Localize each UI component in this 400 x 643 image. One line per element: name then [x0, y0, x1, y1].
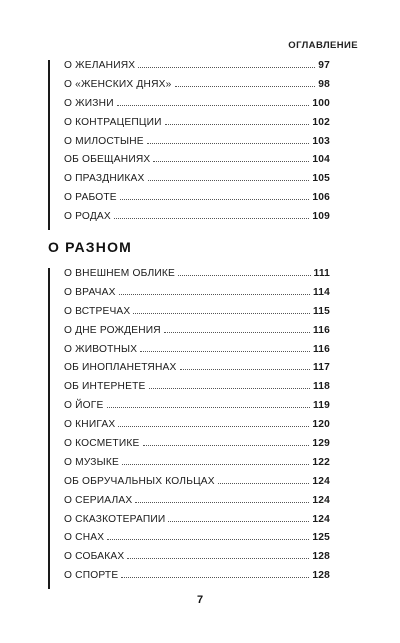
toc-entry	[64, 570, 330, 589]
toc-entry-title: О ВНЕШНЕМ ОБЛИКЕ	[64, 268, 176, 279]
toc-entry-title: О СПОРТЕ	[64, 570, 119, 582]
toc-entry	[64, 60, 330, 79]
toc-entry-page: 120	[312, 419, 330, 431]
toc-entry-title: О ПРАЗДНИКАХ	[64, 173, 145, 185]
toc-entry	[64, 79, 330, 98]
toc-entry	[64, 325, 330, 344]
toc-entry-title: О ВРАЧАХ	[64, 286, 116, 298]
dot-leader	[107, 539, 309, 540]
toc-entry-title: О РОДАХ	[64, 211, 111, 223]
dot-leader	[135, 502, 309, 503]
toc-entry	[64, 381, 330, 400]
toc-entry-title: О КОСМЕТИКЕ	[64, 438, 140, 450]
toc-entry-page: 124	[312, 513, 330, 525]
dot-leader	[148, 180, 310, 181]
dot-leader	[107, 407, 310, 408]
toc-entry	[64, 268, 330, 287]
toc-entry	[64, 344, 330, 363]
running-head: ОГЛАВЛЕНИЕ	[288, 40, 358, 51]
toc-entry-title: О ДНЕ РОЖДЕНИЯ	[64, 324, 161, 336]
toc-entry	[64, 154, 330, 173]
toc-entry	[64, 173, 330, 192]
vertical-rule	[48, 60, 50, 230]
toc-entry	[64, 438, 330, 457]
toc-entry-page: 100	[312, 97, 330, 109]
toc-entry-page: 98	[318, 78, 330, 90]
toc-entry-title: ОБ ИНОПЛАНЕТЯНАХ	[64, 362, 177, 374]
dot-leader	[164, 332, 310, 333]
toc-entry-page: 125	[312, 532, 330, 544]
dot-leader	[121, 577, 309, 578]
toc-entry-page: 122	[312, 456, 330, 468]
toc-entry-title: О ЖИВОТНЫХ	[64, 343, 138, 355]
toc-entry-page: 128	[312, 570, 330, 582]
dot-leader	[119, 294, 310, 295]
toc-entry	[64, 400, 330, 419]
toc-entry	[64, 532, 330, 551]
dot-leader	[117, 105, 310, 106]
dot-leader	[165, 124, 310, 125]
dot-leader	[122, 464, 309, 465]
toc-entry-page: 102	[312, 116, 330, 128]
toc-entry-title: О СЕРИАЛАХ	[64, 494, 133, 506]
toc-entry-title: О СОБАКАХ	[64, 551, 125, 563]
dot-leader	[178, 275, 310, 276]
dot-leader	[175, 86, 316, 87]
dot-leader	[168, 521, 309, 522]
toc-entry-page: 116	[312, 324, 330, 336]
toc-entry	[64, 192, 330, 211]
toc-entry-page: 117	[312, 362, 330, 374]
toc-entry	[64, 419, 330, 438]
toc-list	[48, 60, 330, 230]
toc-entry-page: 119	[312, 400, 330, 412]
toc-entry	[64, 136, 330, 155]
dot-leader	[138, 67, 315, 68]
toc-entry-page: 124	[312, 475, 330, 487]
dot-leader	[114, 218, 309, 219]
toc-entry-title: ОБ ИНТЕРНЕТЕ	[64, 381, 146, 393]
toc-entry-title: О «ЖЕНСКИХ ДНЯХ»	[64, 78, 172, 90]
toc-entry	[64, 287, 330, 306]
toc-entry-title: ОБ ОБЕЩАНИЯХ	[64, 154, 151, 166]
toc-entry-page: 109	[312, 211, 330, 223]
toc-entry-title: О РАБОТЕ	[64, 192, 117, 204]
toc-entry	[64, 362, 330, 381]
toc-entry-title: О КОНТРАЦЕПЦИИ	[64, 116, 162, 128]
dot-leader	[147, 143, 310, 144]
toc-entry-page: 116	[312, 343, 330, 355]
toc-entry-page: 129	[312, 438, 330, 450]
dot-leader	[143, 445, 310, 446]
toc-entry-page: 114	[312, 286, 330, 298]
toc-entry-title: О ВСТРЕЧАХ	[64, 305, 131, 317]
dot-leader	[153, 161, 309, 162]
dot-leader	[149, 388, 310, 389]
toc-list	[48, 268, 330, 589]
toc-entry	[64, 98, 330, 117]
toc-entry-page: 106	[312, 192, 330, 204]
toc-entry	[64, 551, 330, 570]
toc-entry	[64, 476, 330, 495]
toc-entry-title: О ЖЕЛАНИЯХ	[64, 60, 136, 71]
toc-entry-title: ОБ ОБРУЧАЛЬНЫХ КОЛЬЦАХ	[64, 475, 215, 487]
toc-block-2	[48, 268, 330, 589]
toc-entry-title: О СКАЗКОТЕРАПИИ	[64, 513, 166, 525]
dot-leader	[127, 558, 309, 559]
toc-entry-page: 104	[312, 154, 330, 166]
dot-leader	[140, 351, 310, 352]
toc-entry-page: 111	[313, 268, 330, 279]
toc-entry-page: 128	[312, 551, 330, 563]
toc-entry-title: О КНИГАХ	[64, 419, 116, 431]
toc-entry-title: О МУЗЫКЕ	[64, 456, 119, 468]
page-number: 7	[196, 594, 204, 606]
dot-leader	[180, 369, 310, 370]
toc-entry-title: О МИЛОСТЫНЕ	[64, 135, 144, 147]
toc-entry	[64, 117, 330, 136]
toc-entry	[64, 306, 330, 325]
dot-leader	[120, 199, 310, 200]
toc-entry-page: 103	[312, 135, 330, 147]
toc-entry-page: 124	[312, 494, 330, 506]
toc-entry-page: 105	[312, 173, 330, 185]
toc-entry	[64, 514, 330, 533]
vertical-rule	[48, 268, 50, 589]
section-heading: О РАЗНОМ	[48, 239, 133, 255]
toc-entry-title: О ЙОГЕ	[64, 400, 104, 412]
toc-entry-page: 97	[318, 60, 330, 71]
dot-leader	[133, 313, 310, 314]
toc-entry-page: 115	[312, 305, 330, 317]
dot-leader	[218, 483, 310, 484]
toc-entry-page: 118	[312, 381, 330, 393]
toc-block-1	[48, 60, 330, 230]
toc-entry-title: О СНАХ	[64, 532, 105, 544]
dot-leader	[118, 426, 309, 427]
toc-entry	[64, 495, 330, 514]
toc-entry	[64, 211, 330, 230]
toc-entry-title: О ЖИЗНИ	[64, 97, 114, 109]
toc-entry	[64, 457, 330, 476]
